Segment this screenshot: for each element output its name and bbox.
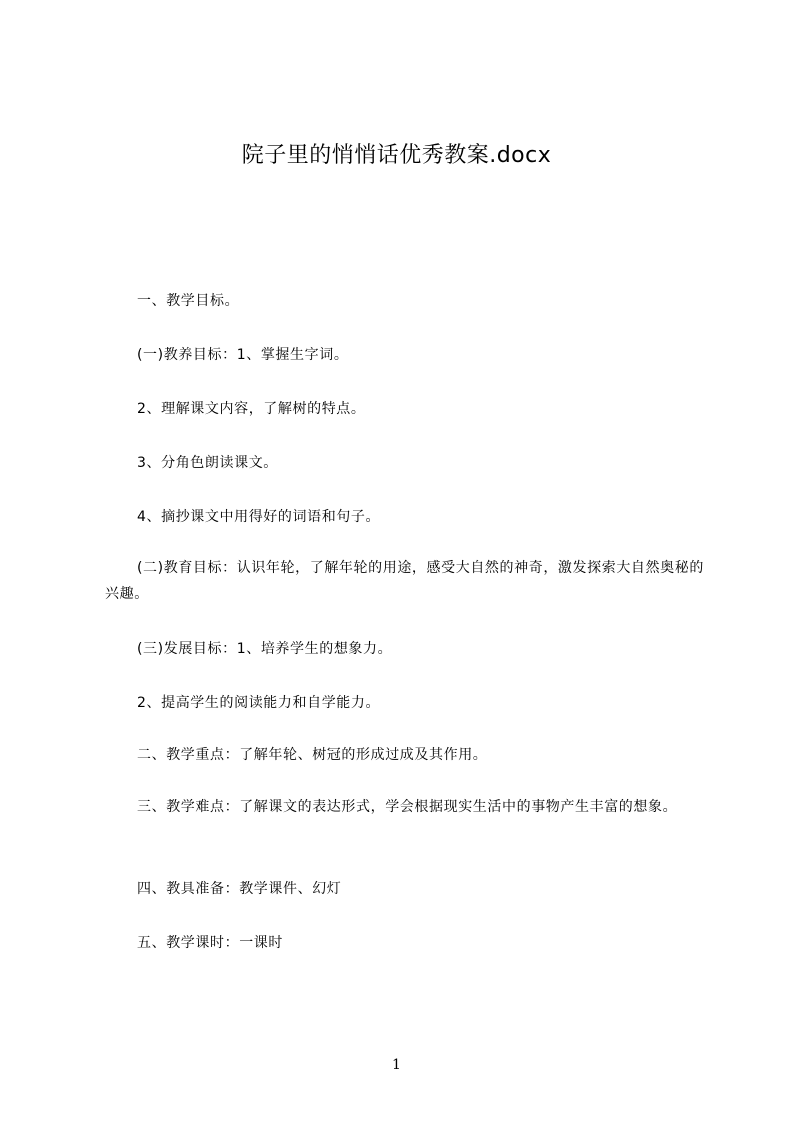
paragraph-key-points: 二、教学重点：了解年轮、树冠的形成过成及其作用。: [137, 747, 488, 763]
paragraph-development-goal: (三)发展目标：1、培养学生的想象力。: [137, 641, 393, 657]
document-title: 院子里的悄悄话优秀教案.docx: [241, 143, 552, 168]
paragraph-teaching-goals: 一、教学目标。: [137, 293, 240, 309]
paragraph-goal-3: 3、分角色朗读课文。: [137, 455, 278, 471]
page-number: 1: [392, 1057, 401, 1073]
paragraph-difficulties: 三、教学难点：了解课文的表达形式，学会根据现实生活中的事物产生丰富的想象。: [137, 799, 678, 815]
paragraph-goal-2: 2、理解课文内容，了解树的特点。: [137, 401, 366, 417]
paragraph-goal-4: 4、摘抄课文中用得好的词语和句子。: [137, 509, 381, 525]
paragraph-class-hours: 五、教学课时：一课时: [137, 935, 283, 951]
paragraph-education-goal-2: (二)教育目标：认识年轮，了解年轮的用途，感受大自然的神奇，激发探索大自然奥秘的兴趣。: [105, 560, 704, 602]
paragraph-development-goal-2: 2、提高学生的阅读能力和自学能力。: [137, 695, 381, 711]
paragraph-teaching-aids: 四、教具准备：教学课件、幻灯: [137, 881, 342, 897]
paragraph-education-goal-1: (一)教养目标：1、掌握生字词。: [137, 347, 349, 363]
